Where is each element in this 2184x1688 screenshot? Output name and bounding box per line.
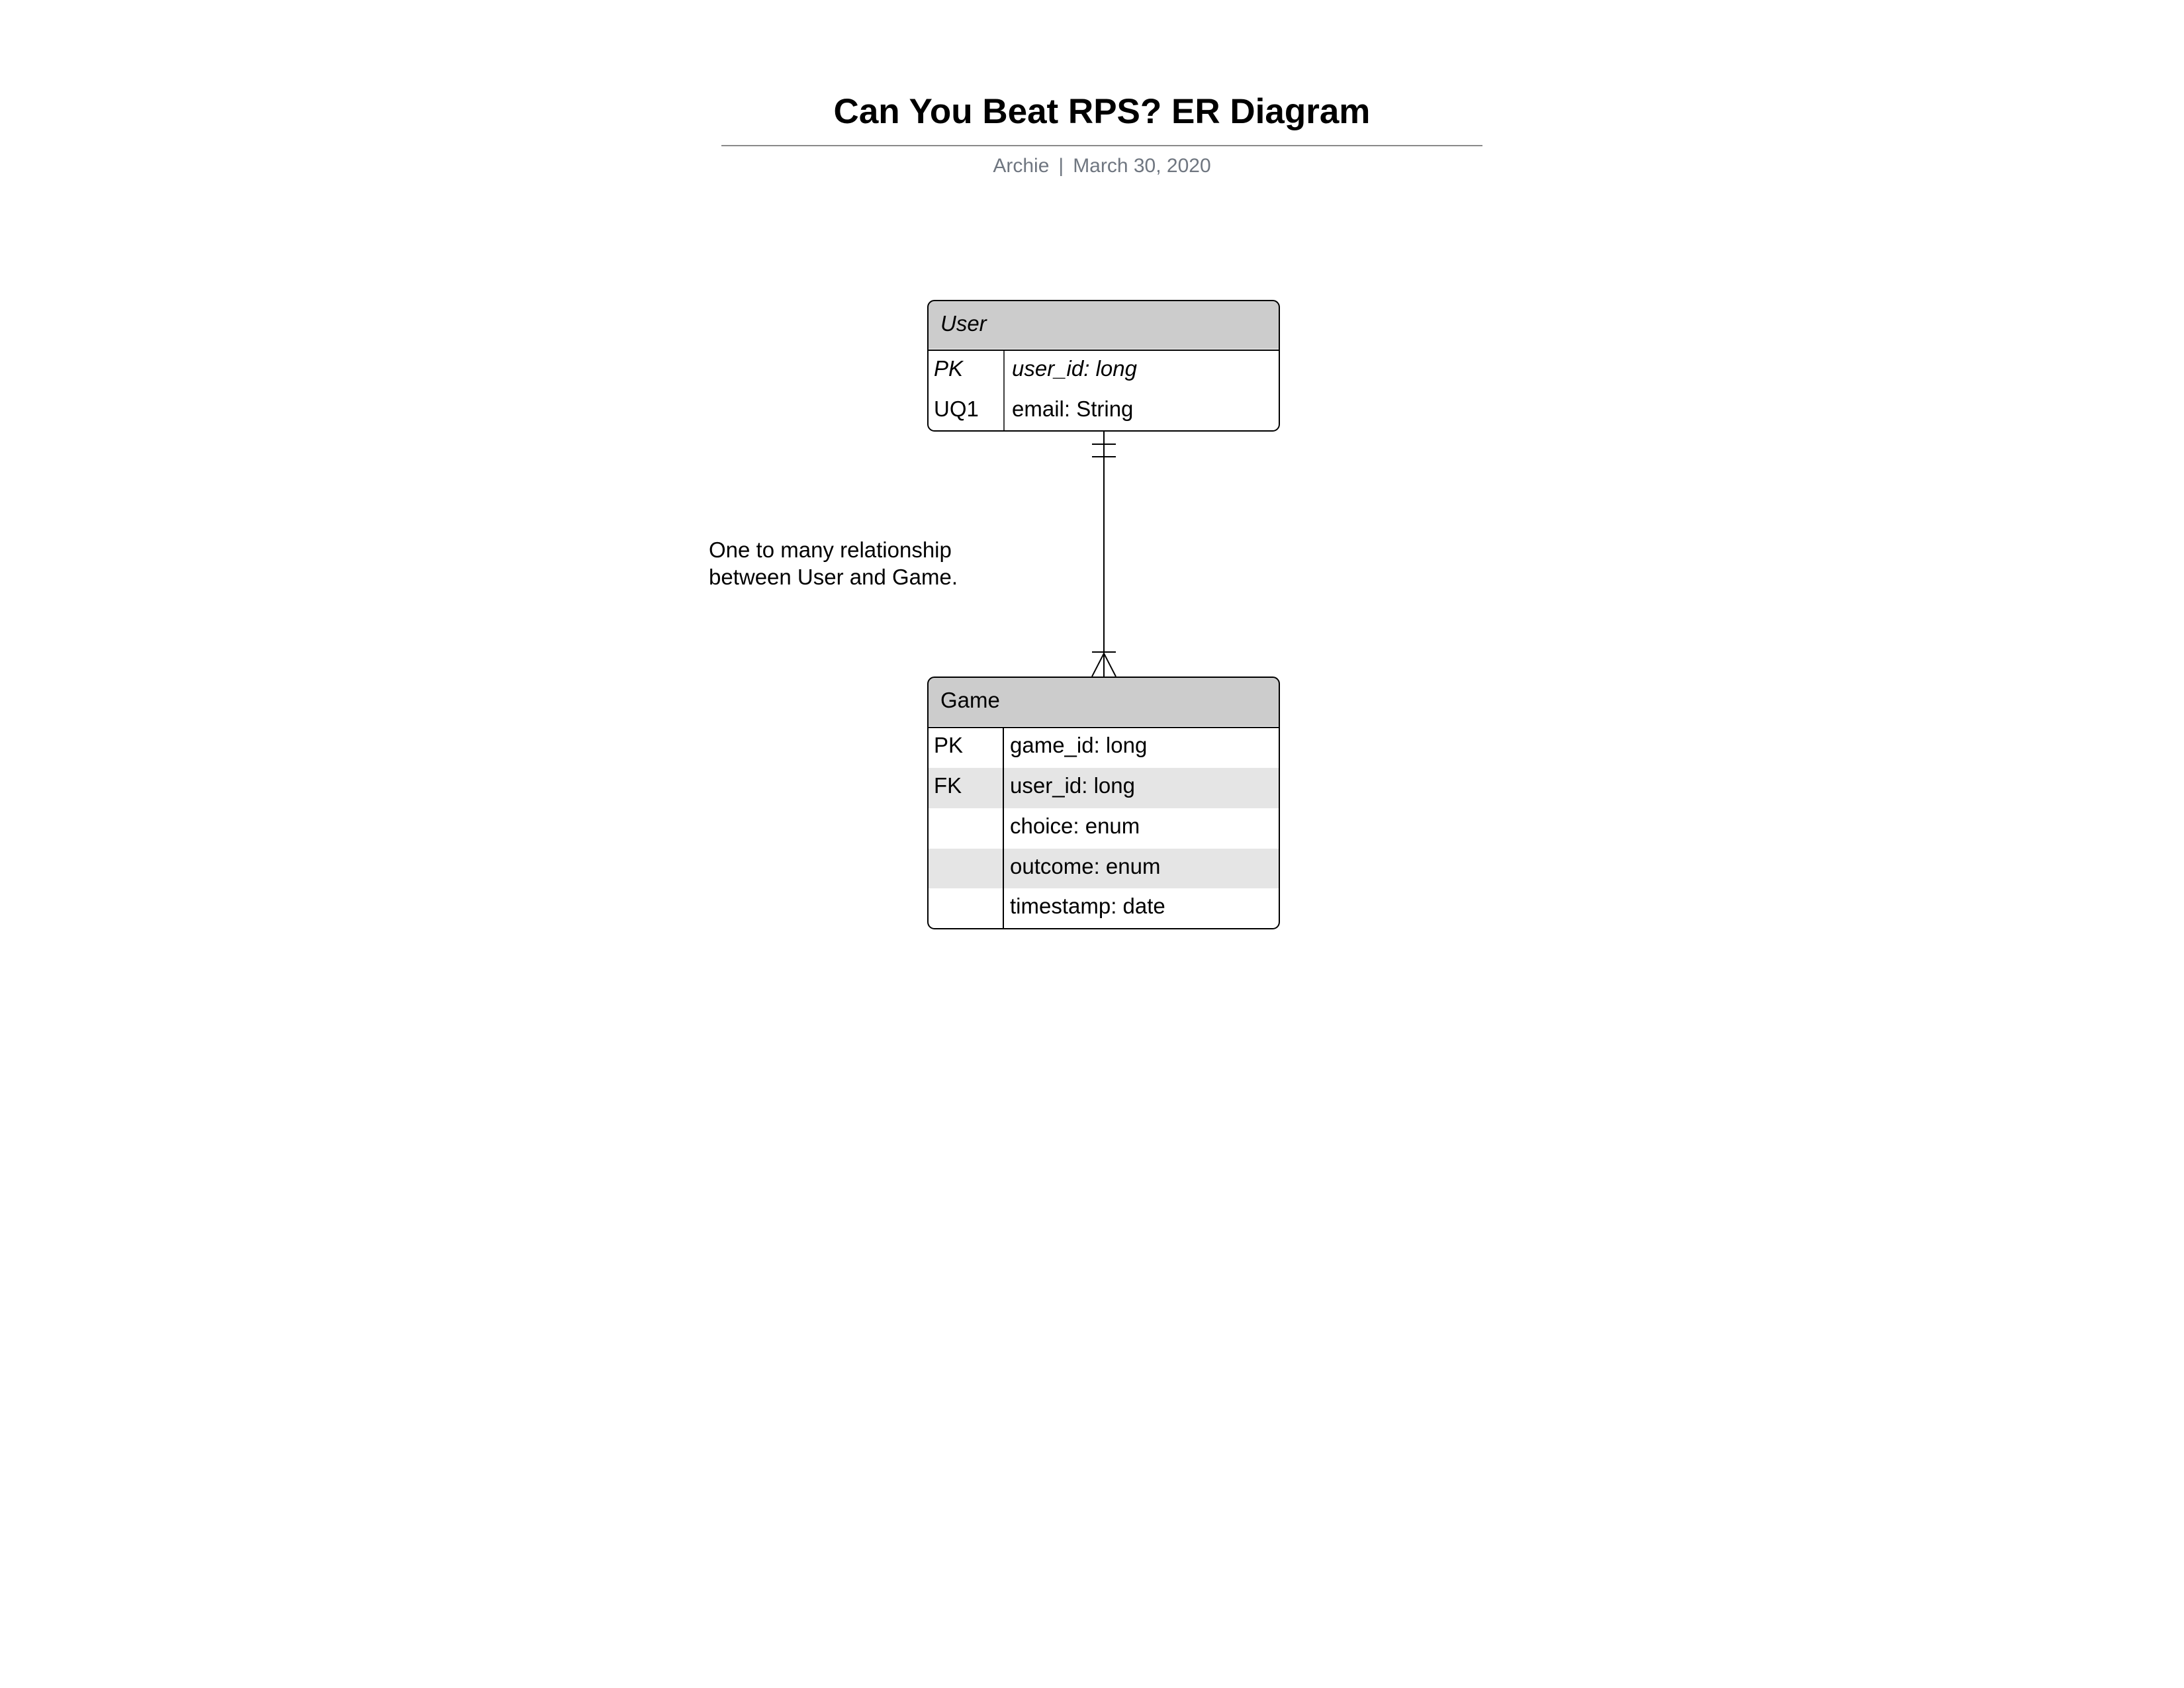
note-line: between User and Game. [709, 565, 958, 589]
game-row-field: game_id: long [1010, 733, 1148, 757]
user-row-key: PK [934, 356, 964, 381]
relationship-connector[interactable] [1092, 431, 1116, 677]
user-entity-title: User [940, 311, 987, 336]
user-row-field: user_id: long [1012, 356, 1137, 381]
game-row-field: user_id: long [1010, 773, 1135, 798]
user-entity[interactable] [928, 301, 1279, 431]
game-row-field: choice: enum [1010, 814, 1140, 838]
game-row-key: PK [934, 733, 964, 757]
page-title: Can You Beat RPS? ER Diagram [833, 92, 1371, 131]
game-entity-title: Game [940, 688, 1000, 712]
author-name: Archie [993, 155, 1050, 177]
relationship-note [709, 538, 958, 589]
document-date: March 30, 2020 [1073, 155, 1211, 177]
byline-separator: | [1058, 155, 1064, 177]
note-line: One to many relationship [709, 538, 952, 562]
game-entity[interactable] [928, 677, 1279, 929]
game-row-key: FK [934, 773, 962, 798]
user-row-key: UQ1 [934, 397, 979, 421]
user-row-field: email: String [1012, 397, 1134, 421]
game-row-field: timestamp: date [1010, 894, 1165, 918]
game-row-field: outcome: enum [1010, 854, 1161, 878]
